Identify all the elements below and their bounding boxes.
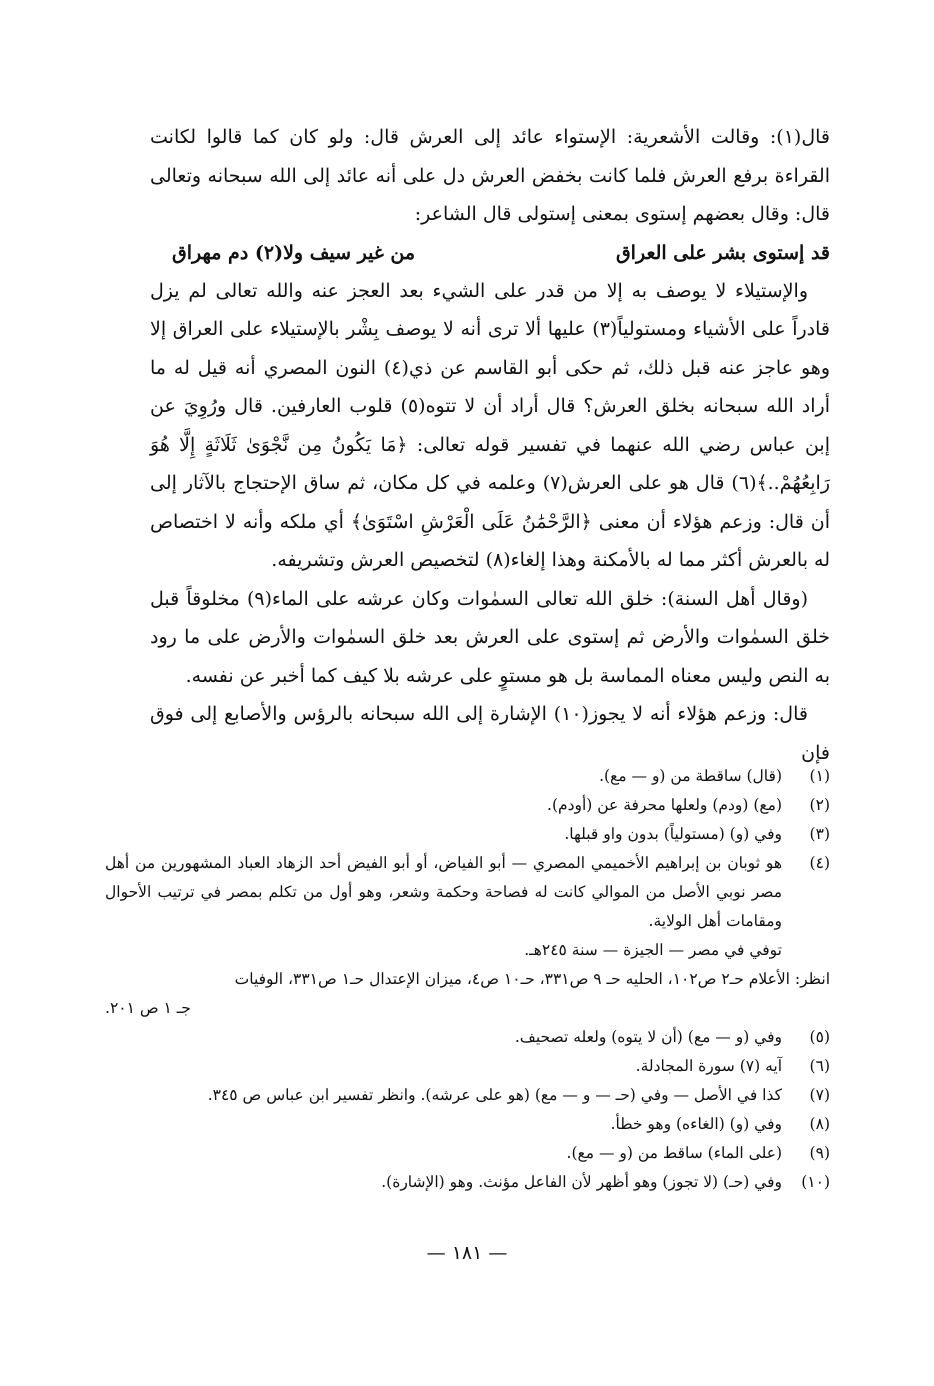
main-text bbox=[150, 118, 830, 772]
footnote-text: كذا في الأصل — وفي (حـ — و — مع) (هو على عرشه). وانظر تفسير ابن عباس ص ٣٤٥. bbox=[207, 1086, 782, 1104]
paragraph-3: (وقال أهل السنة): خلق الله تعالى السمٰوات وكان عرشه على الماء(٩) مخلوقاً قبل خلق السمٰوات والأرض ثم إستوى على العرش بعد خلق السمٰوات والأرض على ما رود به النص وليس معناه المماسة بل هو مستوٍ على عرشه بلا كيف كما أخبر عن نفسه. bbox=[150, 587, 830, 687]
footnotes bbox=[105, 762, 830, 1197]
footnote-text: (قال) ساقطة من (و — مع). bbox=[599, 767, 782, 785]
footnote-4-death: توفي في مصر — الجيزة — سنة ٢٤٥هـ. bbox=[524, 941, 782, 959]
footnote-item bbox=[105, 1052, 830, 1081]
footnote-4-references: انظر: الأعلام حـ٢ ص١٠٢، الحليه حـ ٩ ص٣٣١، حـ١٠ ص٤، ميزان الإعتدال حـ١ ص٣٣١، الوفيات bbox=[234, 970, 830, 988]
paragraph-1: قال(١): وقالت الأشعرية: الإستواء عائد إلى العرش قال: ولو كان كما قالوا لكانت القراءة برفع العرش فلما كانت بخفض العرش دل على أنه عائد إلى الله سبحانه وتعالى قال: وقال بعضهم إستوى بمعنى إستولى قال الشاعر: bbox=[150, 126, 830, 225]
footnote-item bbox=[105, 791, 830, 820]
footnote-number: (٦) bbox=[809, 1057, 830, 1075]
footnote-item bbox=[105, 1081, 830, 1110]
footnote-number: (٩) bbox=[809, 1144, 830, 1162]
footnote-text: آيه (٧) سورة المجادلة. bbox=[635, 1057, 782, 1075]
verse-hemistich-2: من غير سيف ولا(٢) دم مهراق bbox=[172, 241, 416, 264]
footnote-number: (٥) bbox=[809, 1028, 830, 1046]
footnote-item bbox=[105, 1023, 830, 1052]
footnote-item bbox=[105, 849, 830, 936]
footnote-number: (١٠) bbox=[801, 1173, 830, 1191]
footnote-item bbox=[105, 1139, 830, 1168]
footnote-number: (٢) bbox=[809, 796, 830, 814]
footnote-item bbox=[105, 820, 830, 849]
footnote-number: (٨) bbox=[809, 1115, 830, 1133]
paragraph-4: قال: وزعم هؤلاء أنه لا يجوز(١٠) الإشارة إلى الله سبحانه بالرؤس والأصابع إلى فوق فإن bbox=[150, 703, 830, 764]
footnote-text: (مع) (ودم) ولعلها محرفة عن (أودم). bbox=[547, 796, 782, 814]
footnote-number: (٧) bbox=[809, 1086, 830, 1104]
footnote-number: (٤) bbox=[809, 854, 830, 872]
poetry-verse bbox=[150, 234, 830, 272]
footnote-text: وفي (و) (الغاءه) وهو خطأ. bbox=[610, 1115, 782, 1133]
footnote-text: وفي (و — مع) (أن لا يتوه) ولعله تصحيف. bbox=[514, 1028, 782, 1046]
footnote-number: (٣) bbox=[809, 825, 830, 843]
footnote-text: (على الماء) ساقط من (و — مع). bbox=[566, 1144, 782, 1162]
footnote-item bbox=[105, 1168, 830, 1197]
footnote-text: وفي (حـ) (لا تجوز) وهو أظهر لأن الفاعل مؤنث. وهو (الإشارة). bbox=[381, 1173, 782, 1191]
page-number: — ١٨١ — bbox=[426, 1242, 508, 1264]
verse-hemistich-1: قد إستوى بشر على العراق bbox=[615, 241, 830, 264]
footnote-number: (١) bbox=[809, 767, 830, 785]
footnote-item bbox=[105, 762, 830, 791]
footnote-text: هو ثوبان بن إبراهيم الأخميمي المصري — أبو الفياض، أو أبو الفيض أحد الزهاد العباد المشهورين من أهل مصر نوبي الأصل من الموالي كانت له فصاحة وحكمة وشعر، وهو أول من تكلم بمصر في ترتيب الأحوال ومقامات أهل الولاية. bbox=[105, 854, 782, 930]
footnote-text: وفي (و) (مستولياً) بدون واو قبلها. bbox=[564, 825, 782, 843]
paragraph-2: والإستيلاء لا يوصف به إلا من قدر على الشيء بعد العجز عنه والله تعالى لم يزل قادراً على الأشياء ومستولياً(٣) عليها ألا ترى أنه لا يوصف بِشْر بالإستيلاء على العراق إلا وهو عاجز عنه قبل ذلك، ثم حكى أبو القاسم عن ذي(٤) النون المصري أنه قيل له ما أراد الله سبحانه بخلق العرش؟ قال أراد أن لا تتوه(٥) قلوب العارفين. قال ورُوِيَ عن إبن عباس رضي الله عنهما في تفسير قوله تعالى: ﴿مَا يَكُونُ مِن نَّجْوَىٰ ثَلَاثَةٍ إِلَّا هُوَ رَابِعُهُمْ..﴾(٦) قال هو على العرش(٧) وعلمه في كل مكان، ثم ساق الإحتجاج بالآثار إلى أن قال: وزعم هؤلاء أن معنى ﴿الرَّحْمَٰنُ عَلَى الْعَرْشِ اسْتَوَىٰ﴾ أي ملكه وأنه لا اختصاص له بالعرش أكثر مما له بالأمكنة وهذا إلغاء(٨) لتخصيص العرش وتشريفه. bbox=[150, 279, 830, 571]
footnote-4-references-end: جـ ١ ص ٢٠١. bbox=[105, 999, 191, 1017]
footnote-item bbox=[105, 1110, 830, 1139]
